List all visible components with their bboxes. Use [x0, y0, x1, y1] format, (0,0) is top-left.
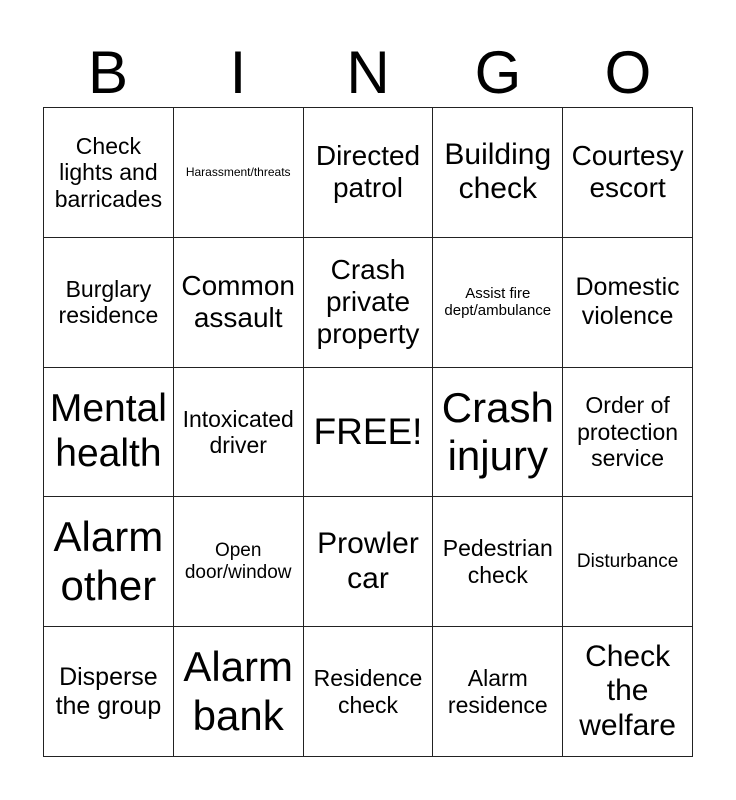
bingo-cell[interactable]: Residence check	[304, 627, 434, 757]
bingo-cell[interactable]: Building check	[433, 108, 563, 238]
bingo-cell[interactable]: Courtesy escort	[563, 108, 693, 238]
bingo-cell[interactable]: Intoxicated driver	[174, 368, 304, 498]
header-letter-o: O	[604, 39, 652, 106]
bingo-cell[interactable]: Order of protection service	[563, 368, 693, 498]
bingo-header	[43, 38, 693, 108]
header-letter-i: I	[229, 39, 247, 106]
bingo-cell[interactable]: Pedestrian check	[433, 497, 563, 627]
bingo-cell[interactable]: Prowler car	[304, 497, 434, 627]
bingo-cell[interactable]: Check lights and barricades	[44, 108, 174, 238]
bingo-cell[interactable]: Domestic violence	[563, 238, 693, 368]
bingo-cell[interactable]: Alarm other	[44, 497, 174, 627]
bingo-cell[interactable]: Burglary residence	[44, 238, 174, 368]
bingo-cell[interactable]: Disturbance	[563, 497, 693, 627]
bingo-cell[interactable]: Directed patrol	[304, 108, 434, 238]
bingo-cell[interactable]: Mental health	[44, 368, 174, 498]
bingo-cell[interactable]: Harassment/threats	[174, 108, 304, 238]
bingo-cell[interactable]: Crash injury	[433, 368, 563, 498]
bingo-cell[interactable]: Alarm residence	[433, 627, 563, 757]
bingo-card	[43, 107, 693, 757]
header-letter-g: G	[474, 39, 522, 106]
bingo-cell[interactable]: Check the welfare	[563, 627, 693, 757]
free-space[interactable]: FREE!	[304, 368, 434, 498]
bingo-cell[interactable]: Common assault	[174, 238, 304, 368]
bingo-cell[interactable]: Assist fire dept/ambulance	[433, 238, 563, 368]
bingo-cell[interactable]: Disperse the group	[44, 627, 174, 757]
bingo-cell[interactable]: Open door/window	[174, 497, 304, 627]
header-letter-n: N	[346, 39, 390, 106]
bingo-cell[interactable]: Alarm bank	[174, 627, 304, 757]
header-letter-b: B	[87, 39, 129, 106]
bingo-cell[interactable]: Crash private property	[304, 238, 434, 368]
